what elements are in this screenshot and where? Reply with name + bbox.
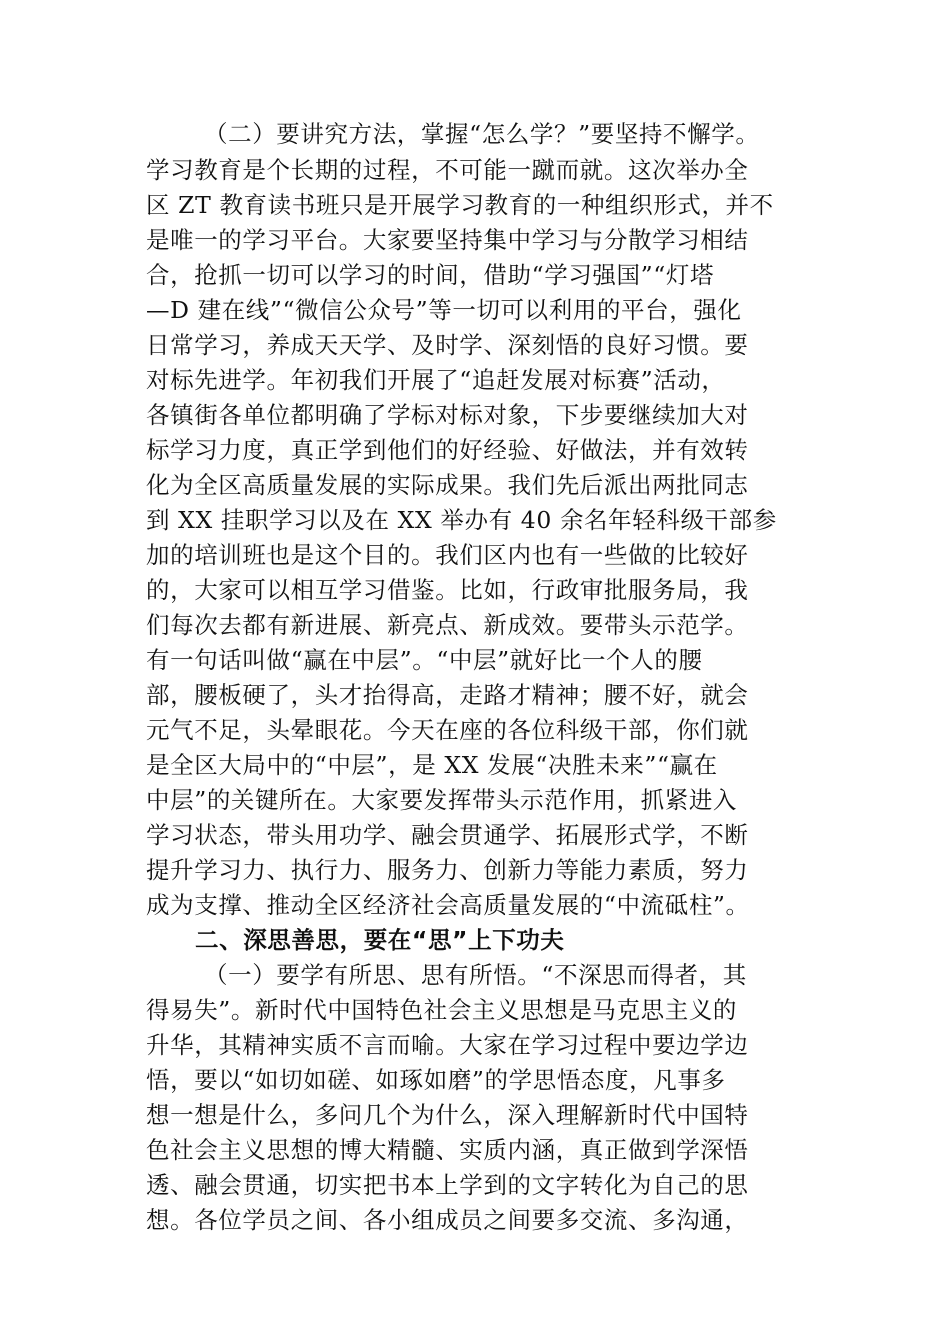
paragraph-line: 区 ZT 教育读书班只是开展学习教育的一种组织形式，并不 (146, 191, 774, 219)
paragraph-line: 学习教育是个长期的过程，不可能一蹴而就。这次举办全 (146, 156, 749, 184)
paragraph-line: 学习状态，带头用功学、融会贯通学、拓展形式学，不断 (146, 821, 749, 849)
paragraph-line: （一）要学有所思、思有所悟。“不深思而得者，其 (204, 961, 747, 989)
paragraph-line: 提升学习力、执行力、服务力、创新力等能力素质，努力 (146, 856, 749, 884)
paragraph-line: 的，大家可以相互学习借鉴。比如，行政审批服务局，我 (146, 576, 749, 604)
paragraph-line: 升华，其精神实质不言而喻。大家在学习过程中要边学边 (146, 1031, 749, 1059)
paragraph-line: 合，抢抓一切可以学习的时间，借助“学习强国”“灯塔 (146, 261, 715, 289)
section-heading: 二、深思善思，要在“思”上下功夫 (195, 926, 565, 954)
paragraph-line: 色社会主义思想的博大精髓、实质内涵，真正做到学深悟 (146, 1136, 749, 1164)
paragraph-line: 是全区大局中的“中层”，是 XX 发展“决胜未来”“赢在 (146, 751, 718, 779)
paragraph-line: 想一想是什么，多问几个为什么，深入理解新时代中国特 (146, 1101, 749, 1129)
paragraph-line: （二）要讲究方法，掌握“怎么学？”要坚持不懈学。 (204, 120, 760, 148)
paragraph-line: 是唯一的学习平台。大家要坚持集中学习与分散学习相结 (146, 226, 749, 254)
paragraph-line: —D 建在线”“微信公众号”等一切可以利用的平台，强化 (146, 296, 742, 324)
paragraph-line: 对标先进学。年初我们开展了“追赶发展对标赛”活动， (146, 366, 726, 394)
paragraph-line: 透、融会贯通，切实把书本上学到的文字转化为自己的思 (146, 1171, 749, 1199)
paragraph-line: 得易失”。新时代中国特色社会主义思想是马克思主义的 (146, 996, 738, 1024)
paragraph-line: 部，腰板硬了，头才抬得高，走路才精神；腰不好，就会 (146, 681, 749, 709)
paragraph-line: 标学习力度，真正学到他们的好经验、好做法，并有效转 (146, 436, 749, 464)
paragraph-line: 中层”的关键所在。大家要发挥带头示范作用，抓紧进入 (146, 786, 738, 814)
paragraph-line: 加的培训班也是这个目的。我们区内也有一些做的比较好 (146, 541, 749, 569)
paragraph-line: 元气不足，头晕眼花。今天在座的各位科级干部，你们就 (146, 716, 749, 744)
paragraph-line: 各镇街各单位都明确了学标对标对象，下步要继续加大对 (146, 401, 749, 429)
paragraph-line: 想。各位学员之间、各小组成员之间要多交流、多沟通， (146, 1206, 749, 1234)
paragraph-line: 们每次去都有新进展、新亮点、新成效。要带头示范学。 (146, 611, 749, 639)
paragraph-line: 日常学习，养成天天学、及时学、深刻悟的良好习惯。要 (146, 331, 749, 359)
paragraph-line: 悟，要以“如切如磋、如琢如磨”的学思悟态度，凡事多 (146, 1066, 726, 1094)
paragraph-line: 成为支撑、推动全区经济社会高质量发展的“中流砥柱”。 (146, 891, 750, 919)
paragraph-line: 化为全区高质量发展的实际成果。我们先后派出两批同志 (146, 471, 749, 499)
paragraph-line: 到 XX 挂职学习以及在 XX 举办有 40 余名年轻科级干部参 (146, 506, 777, 534)
paragraph-line: 有一句话叫做“赢在中层”。“中层”就好比一个人的腰 (146, 646, 703, 674)
